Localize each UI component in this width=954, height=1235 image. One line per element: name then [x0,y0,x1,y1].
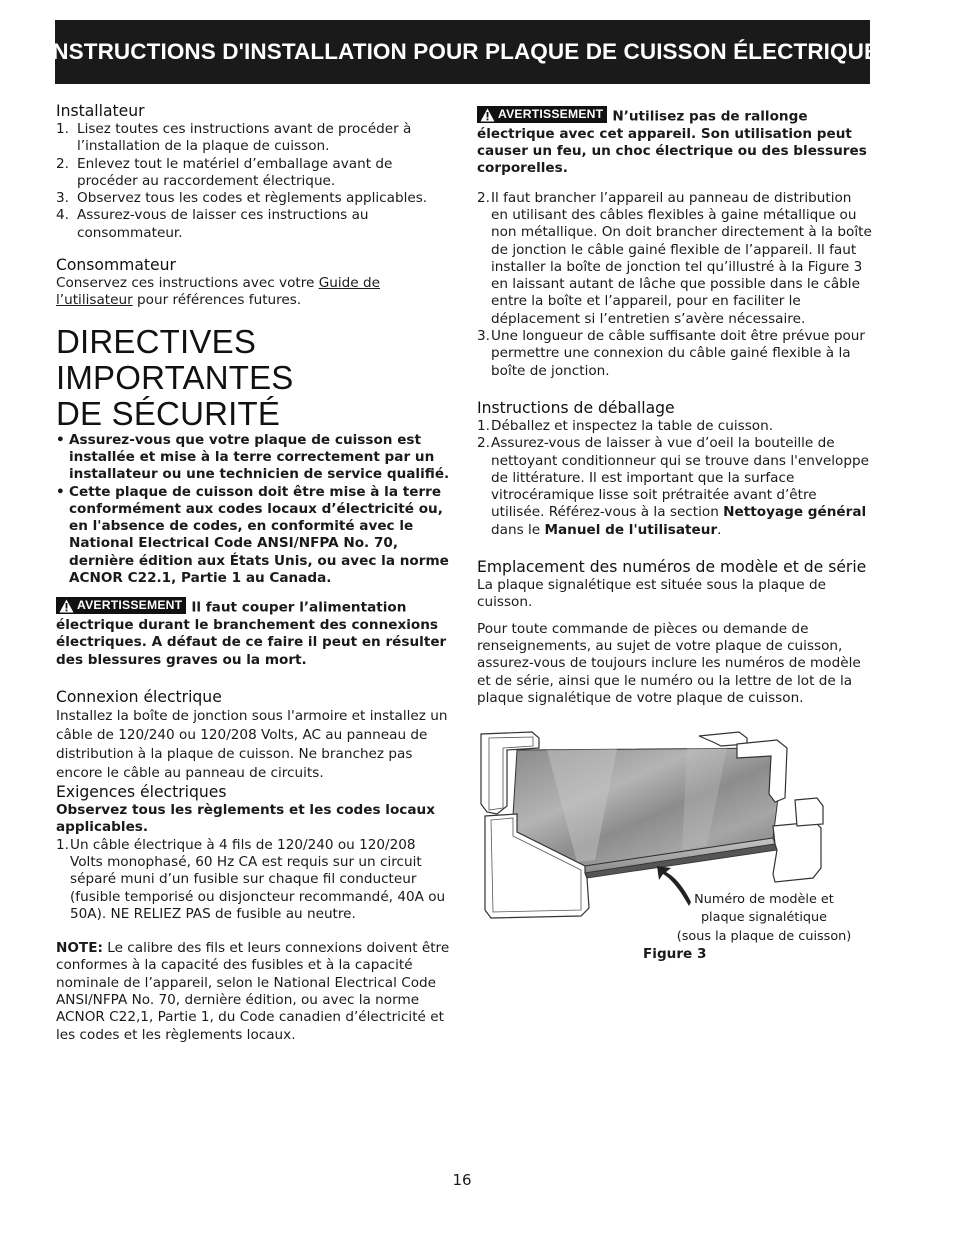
guide-link[interactable]: Guide de l’utilisateur [56,275,380,309]
list-item: 3. Une longueur de câble suffisante doit être prévue pour permettre une connexion du câble gainé flexible à la boîte de jonction. [477,328,866,379]
left-column [56,102,451,1044]
right-column [477,102,872,707]
section-title-consommateur: Consommateur [56,256,176,275]
list-item: 1. Un câble électrique à 4 fils de 120/240 ou 120/208 Volts monophasé, 60 Hz CA est requis sur un circuit séparé muni d’un fusible sur chaque fil conducteur (fusible temporisé ou disjoncteur recommandé, 40A ou 50A). NE RELIEZ PAS de fusible au neutre. [56,836,446,922]
list-item: 2. Il faut brancher l’appareil au panneau de distribution en utilisant des câbles flexibles à gaine métallique ou non métallique. On doit brancher directement à la boîte de jonction le câble gainé flexible de l’appareil. Il faut installer la boîte de jonction tel qu’illustré à la Figure 3 en laissant autant de lâche que possible dans le câble entre la boîte et l’appareil, pour en faciliter le déplacement si l’entretien s’avère nécessaire. [477,189,872,327]
section-title-installateur: Installateur [56,102,145,120]
list-item: 3. Observez tous les codes et règlements applicables. [56,190,428,207]
section-title-deballage: Instructions de déballage [477,398,675,417]
exigences-bold-text: Observez tous les règlements et les codes locaux applicables. [56,802,435,836]
safety-bullets [56,432,451,588]
figure-title: Figure 3 [643,946,707,962]
section-title-connexion: Connexion électrique [56,688,222,707]
emplacement-text-1: La plaque signalétique est située sous la plaque de cuisson. [477,577,826,611]
section-title-emplacement: Emplacement des numéros de modèle et de série [477,558,867,577]
installateur-list [56,121,451,242]
warning-block-extension: AVERTISSEMENT N’utilisez pas de rallonge électrique avec cet appareil. Son utilisation peut causer un feu, un choc électrique ou des blessures corporelles. [477,106,867,177]
emplacement-text-2: Pour toute commande de pièces ou demande de renseignements, au sujet de votre plaque de cuisson, assurez-vous de toujours inclure les numéros de modèle et de série, ainsi que le numéro ou la lettre de lot de la plaque signalétique de votre plaque de cuisson. [477,620,861,706]
connection-list [477,190,872,380]
foam-corner-front-right [773,822,821,882]
warning-block-power: AVERTISSEMENT Il faut couper l’alimentation électrique durant le branchement des connexions électriques. A défaut de ce faire il peut en résulter des blessures graves ou la mort. [56,598,447,668]
figure-caption: Numéro de modèle et plaque signalétique (sous la plaque de cuisson) [676,892,852,944]
warning-badge: AVERTISSEMENT [56,597,186,614]
section-title-exigences: Exigences électriques [56,783,227,802]
list-item: • Cette plaque de cuisson doit être mise à la terre conformément aux codes locaux d’électricité ou, en l'absence de codes, en conformité avec le National Electrical Code ANSI/NFPA No. 70, dernière édition aux États Unis, ou avec la norme ACNOR C22.1, Partie 1 au Canada. [56,484,451,588]
page-header [45,20,880,84]
page-number: 16 [452,1171,472,1189]
note-text: NOTE: Le calibre des fils et leurs connexions doivent être conformes à la capacité des fusibles et à la capacité nominale de l’appareil, selon le National Electrical Code ANSI/NFPA No. 70, dernière édition, ou avec la norme ACNOR C22,1, Partie 1, du Code canadien d’électricité et les codes et les règlements locaux. [56,940,450,1043]
warning-triangle-icon [59,599,74,613]
deballage-list [477,418,872,539]
list-item: 2. Enlevez tout le matériel d’emballage avant de procéder au raccordement électrique. [56,155,393,189]
page-title: DIRECTIVES IMPORTANTES DE SÉCURITÉ [56,322,294,432]
consommateur-text: Conservez ces instructions avec votre Guide de l’utilisateur pour références futures. [56,275,380,309]
warning-triangle-icon [480,108,495,122]
list-item: • Assurez-vous que votre plaque de cuisson est installée et mise à la terre correctement par un installateur ou une technicien de service qualifié. [56,432,451,484]
list-item: 1. Déballez et inspectez la table de cuisson. [477,417,774,434]
connexion-text: Installez la boîte de jonction sous l'armoire et installez un câble de 120/240 ou 120/208 Volts, AC au panneau de distribution à la plaque de cuisson. Ne branchez pas encore le câble au panneau de circuits. [56,708,448,782]
exigences-list [56,837,451,923]
list-item: 2. Assurez-vous de laisser à vue d’oeil la bouteille de nettoyant conditionneur qui se trouve dans l'enveloppe de littérature. Il est important que la surface vitrocéramique lisse soit prétraitée avant d’être utilisée. Référez-vous à la section Nettoyage général dans le Manuel de l'utilisateur. [477,435,869,538]
list-item: 1. Lisez toutes ces instructions avant de procéder à l’installation de la plaque de cuisson. [56,121,412,155]
warning-badge: AVERTISSEMENT [477,106,607,123]
header-title: INSTRUCTIONS D'INSTALLATION POUR PLAQUE DE CUISSON ÉLECTRIQUE [45,39,880,64]
list-item: 4. Assurez-vous de laisser ces instructions au consommateur. [56,207,369,241]
